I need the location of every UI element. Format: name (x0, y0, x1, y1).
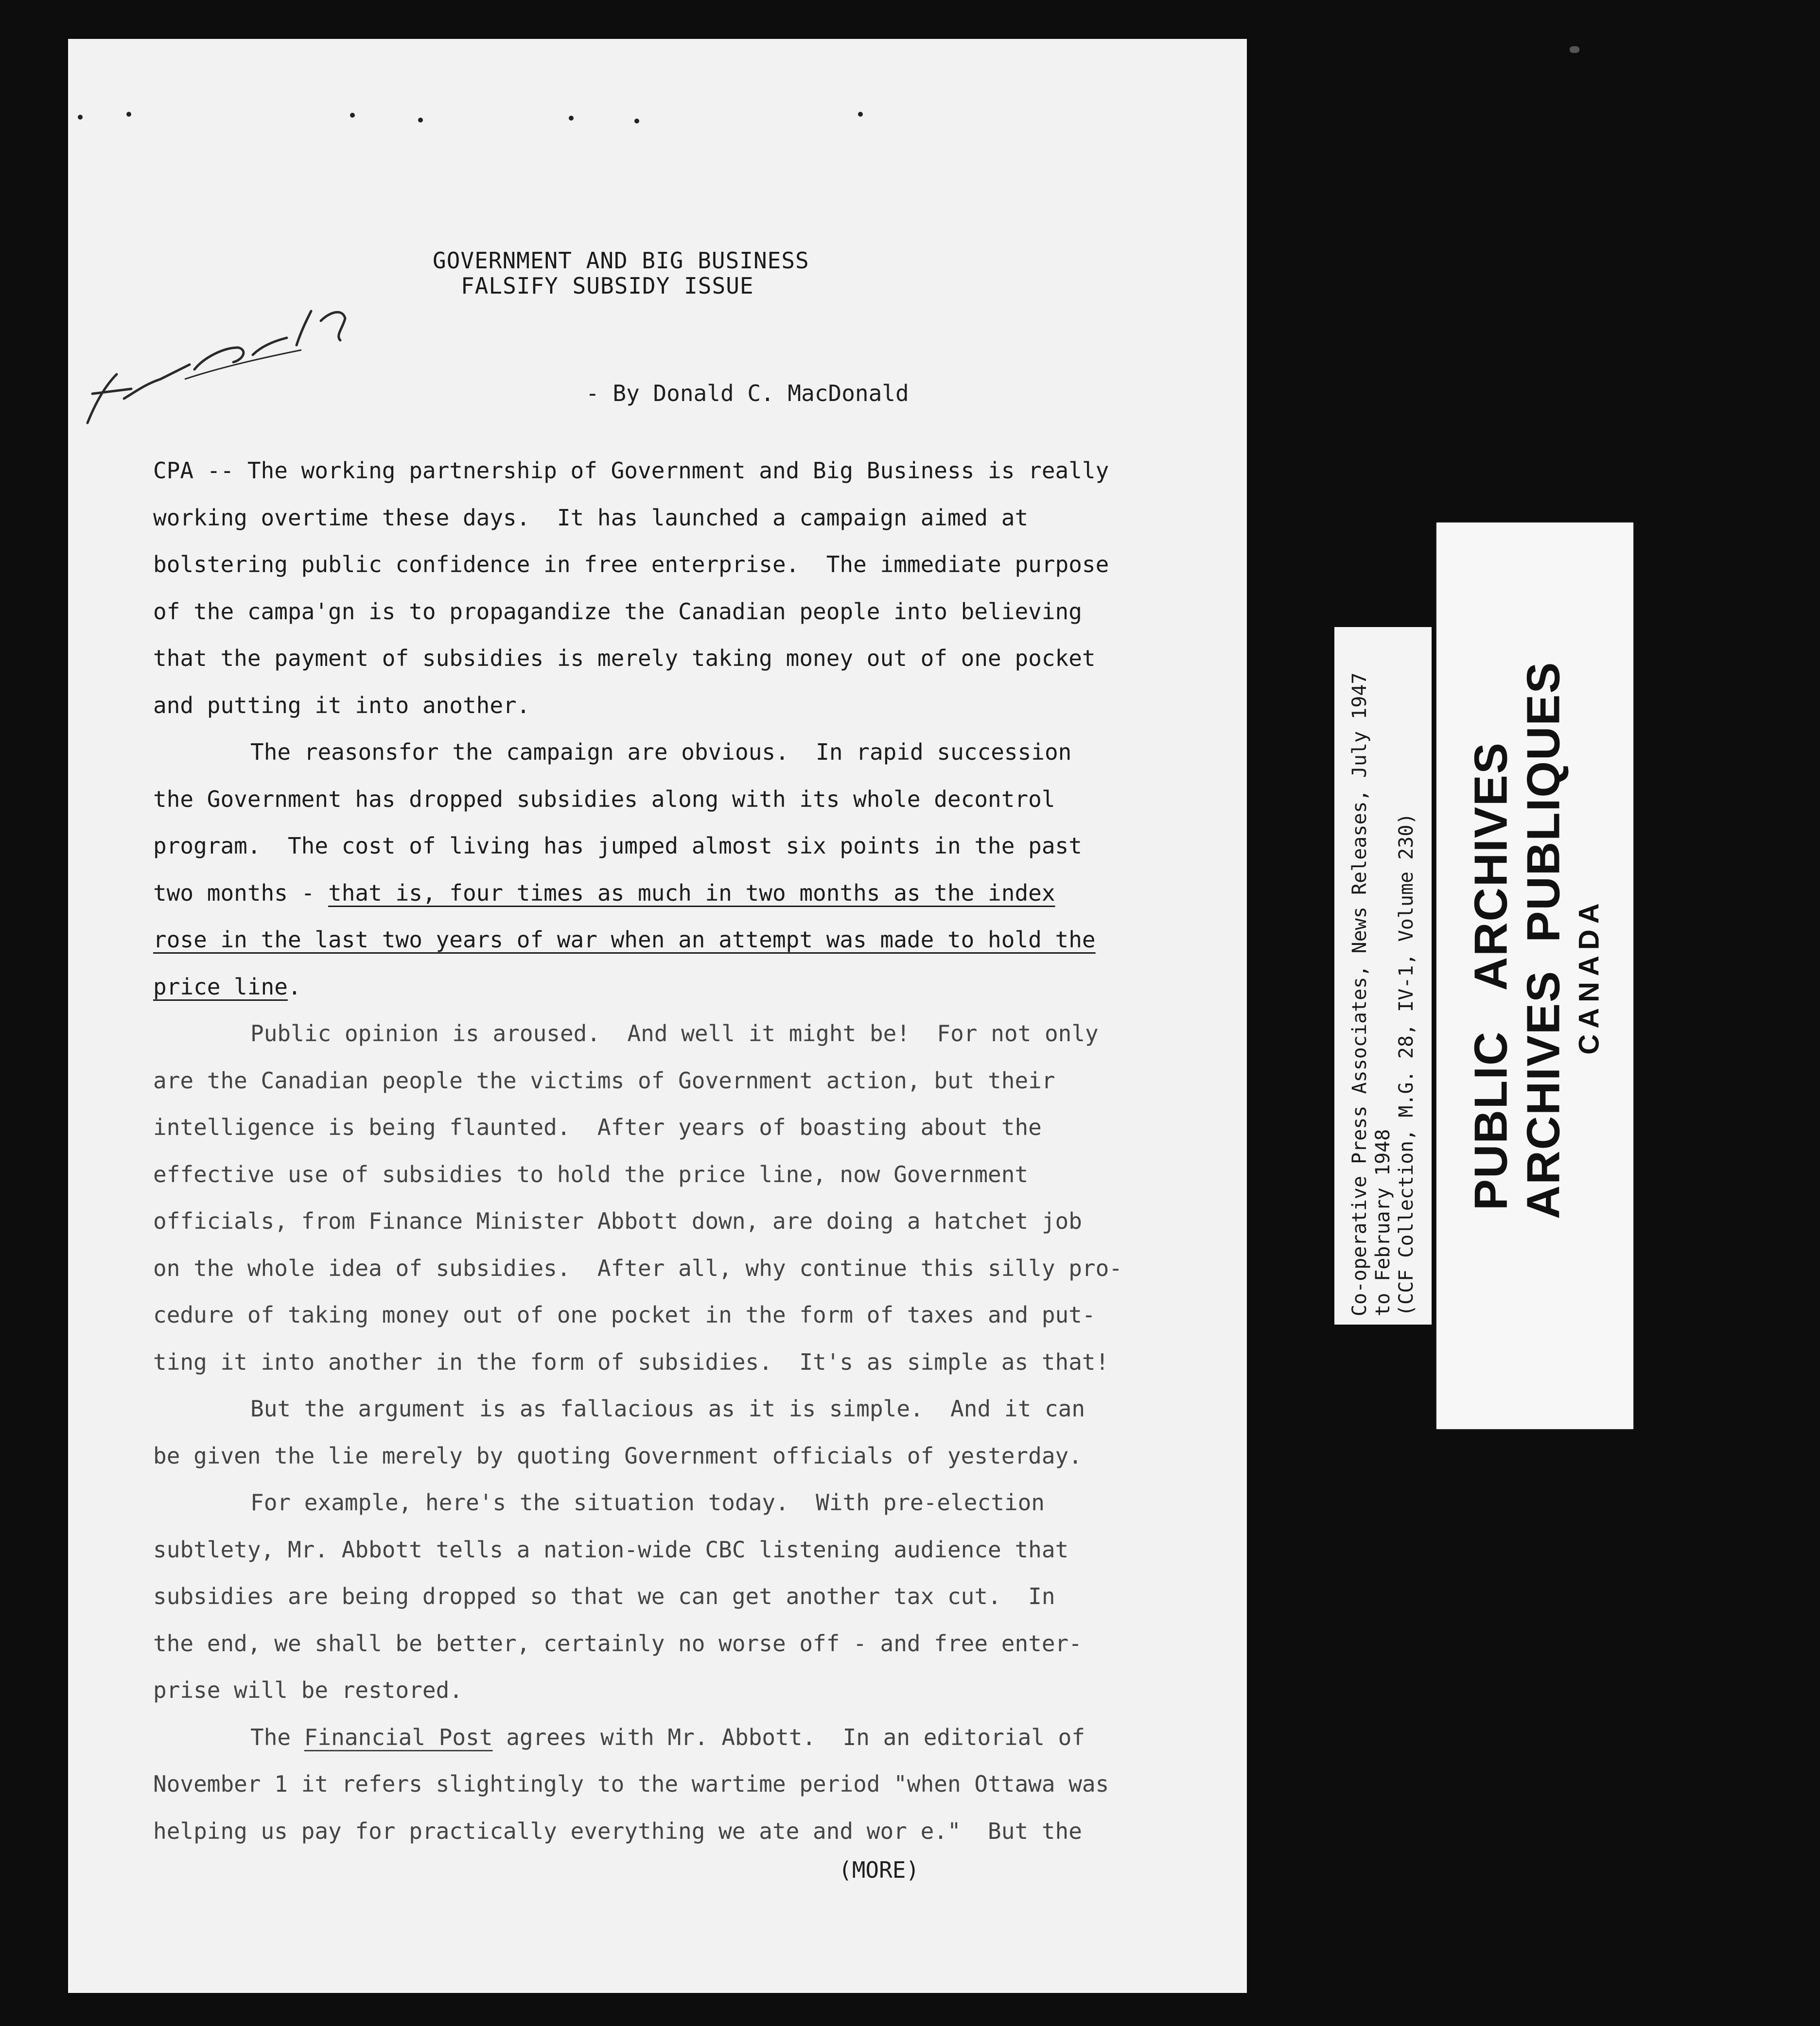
underlined-text: that is, four times as much in two months as the index (328, 879, 1055, 906)
handwritten-margin-note (78, 301, 389, 428)
text-line: subsidies are being dropped so that we can get another tax cut. In (153, 1583, 1055, 1609)
text-line: are the Canadian people the victims of Government action, but their (153, 1067, 1055, 1094)
text-line: working overtime these days. It has launched a campaign aimed at (153, 504, 1029, 531)
text-line: officials, from Finance Minister Abbott down, are doing a hatchet job (153, 1208, 1082, 1234)
text-line: prise will be restored. (153, 1677, 463, 1703)
citation-line: Co-operative Press Associates, News Releases, July 1947 (1348, 672, 1371, 1316)
text-line: cedure of taking money out of one pocket in the form of taxes and put- (153, 1302, 1096, 1328)
paragraph-2 (153, 729, 1237, 1010)
text-line: subtlety, Mr. Abbott tells a nation-wide CBC listening audience that (153, 1536, 1069, 1563)
archive-label-card (1436, 523, 1633, 1429)
citation-text (1348, 636, 1418, 1316)
underlined-text: rose in the last two years of war when an attempt was made to hold the (153, 926, 1096, 953)
text-fragment: The (250, 1724, 304, 1750)
paragraph-1 (153, 447, 1237, 729)
text-fragment: two months - (153, 879, 329, 906)
archive-label (1465, 661, 1605, 1219)
text-line: that the payment of subsidies is merely taking money out of one pocket (153, 645, 1096, 671)
document-title (433, 248, 809, 298)
text-fragment: . (287, 973, 301, 1000)
archive-line-3: CANADA (1573, 897, 1605, 1055)
citation-line: to February 1948 (1372, 1129, 1394, 1316)
citation-slip (1334, 627, 1432, 1325)
text-line: For example, here's the situation today. With pre-election (250, 1489, 1045, 1516)
title-line-2: FALSIFY SUBSIDY ISSUE (461, 273, 754, 299)
more-marker: (MORE) (839, 1857, 920, 1883)
text-line: of the campa'gn is to propagandize the Canadian people into believing (153, 598, 1082, 625)
text-line: November 1 it refers slightingly to the wartime period "when Ottawa was (153, 1771, 1109, 1797)
text-line: Public opinion is aroused. And well it might be! For not only (250, 1020, 1099, 1047)
paragraph-4 (153, 1385, 1237, 1479)
text-line: helping us pay for practically everything we ate and wor e." But the (153, 1817, 1082, 1844)
text-line: CPA -- The working partnership of Government and Big Business is really (153, 457, 1109, 484)
citation-line: (CCF Collection, M.G. 28, IV-1, Volume 230) (1395, 812, 1418, 1316)
text-line: program. The cost of living has jumped almost six points in the past (153, 833, 1082, 859)
archive-line-2: ARCHIVES PUBLIQUES (1517, 661, 1569, 1219)
text-line: effective use of subsidies to hold the price line, now Government (153, 1161, 1029, 1188)
dust-speck (1570, 46, 1579, 53)
text-line: But the argument is as fallacious as it is simple. And it can (250, 1396, 1085, 1422)
title-line-1: GOVERNMENT AND BIG BUSINESS (433, 247, 809, 274)
paragraph-3 (153, 1010, 1237, 1385)
text-line: intelligence is being flaunted. After years of boasting about the (153, 1114, 1042, 1140)
text-line: and putting it into another. (153, 692, 530, 718)
text-line: the Government has dropped subsidies along with its whole decontrol (153, 786, 1055, 812)
text-line: bolstering public confidence in free enterprise. The immediate purpose (153, 551, 1109, 577)
paragraph-5 (153, 1479, 1237, 1714)
text-line: on the whole idea of subsidies. After all, why continue this silly pro- (153, 1255, 1122, 1281)
underlined-text: price line (153, 973, 288, 1000)
text-line (153, 963, 1237, 1011)
text-line: The reasonsfor the campaign are obvious. In rapid succession (250, 739, 1072, 765)
publication-name: Financial Post (304, 1724, 493, 1750)
text-fragment: agrees with Mr. Abbott. In an editorial of (492, 1724, 1085, 1750)
text-line: be given the lie merely by quoting Government officials of yesterday. (153, 1442, 1082, 1469)
text-line (153, 870, 1237, 917)
paragraph-6 (153, 1714, 1237, 1855)
text-line: the end, we shall be better, certainly no worse off - and free enter- (153, 1630, 1082, 1657)
text-line (153, 916, 1237, 963)
article-body (153, 447, 1237, 1854)
punch-dots (68, 112, 1247, 131)
byline: - By Donald C. MacDonald (586, 380, 909, 406)
typed-page (68, 39, 1247, 1993)
archive-line-1: PUBLIC ARCHIVES (1465, 741, 1517, 1210)
text-line (153, 1714, 1237, 1761)
text-line: ting it into another in the form of subsidies. It's as simple as that! (153, 1348, 1109, 1375)
